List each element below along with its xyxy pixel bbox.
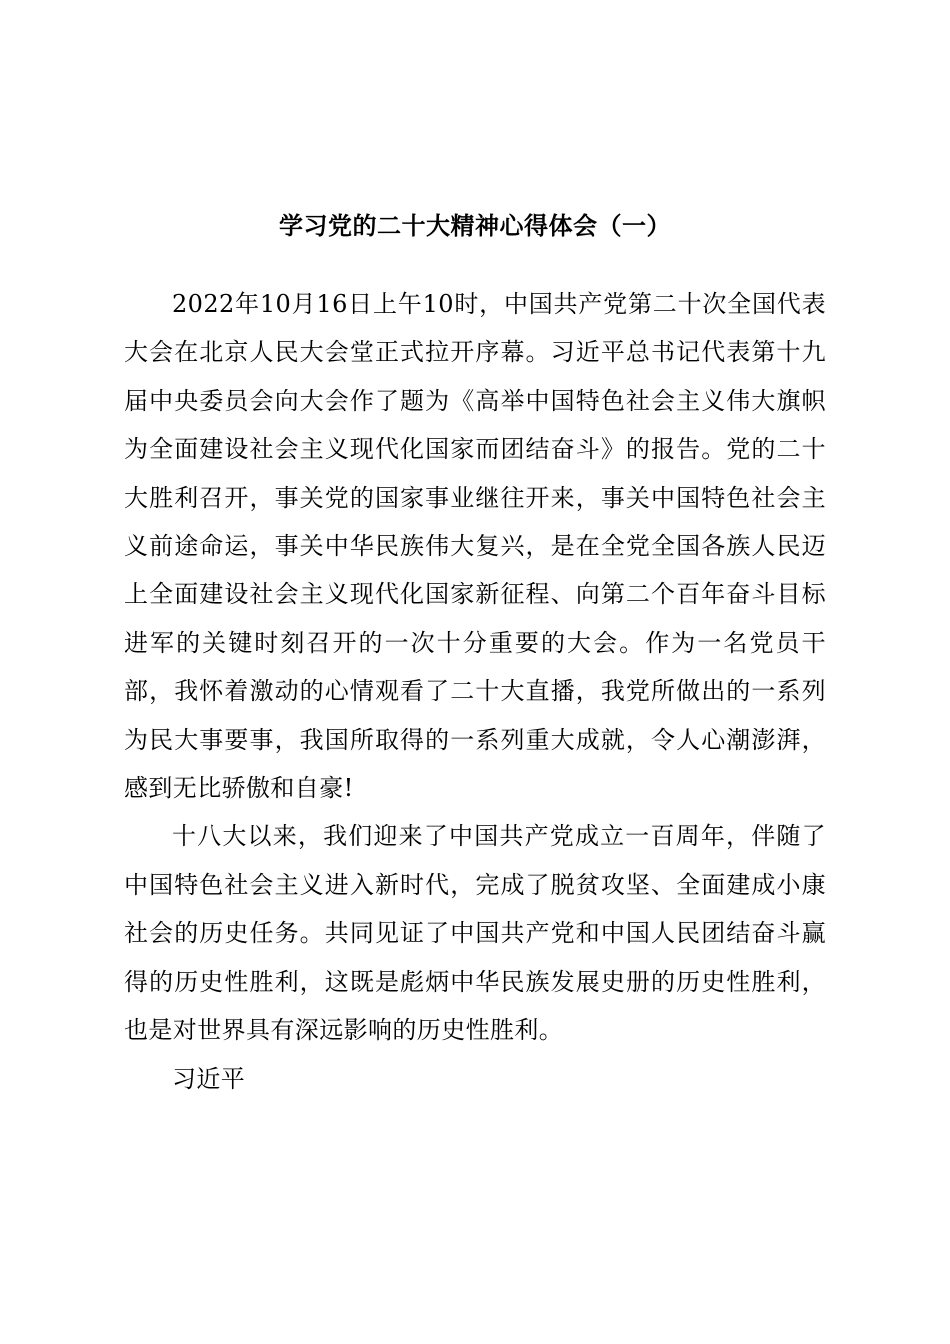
paragraph-signature: 习近平	[172, 1064, 246, 1093]
paragraph-opening: 2022年10月16日上午10时，中国共产党第二十次全国代表大会在北京人民大会堂正式拉开序幕。习近平总书记代表第十九届中央委员会向大会作了题为《高举中国特色社会主义伟大旗帜为全面建设社会主义现代化国家而团结奋斗》的报告。党的二十大胜利召开，事关党的国家事业继往开来，事关中国特色社会主义前途命运，事关中华民族伟大复兴，是在全党全国各族人民迈上全面建设社会主义现代化国家新征程、向第二个百年奋斗目标进军的关键时刻召开的一次十分重要的大会。作为一名党员干部，我怀着激动的心情观看了二十大直播，我党所做出的一系列为民大事要事，我国所取得的一系列重大成就，令人心潮澎湃，感到无比骄傲和自豪!	[124, 290, 826, 803]
paragraph-reflection: 十八大以来，我们迎来了中国共产党成立一百周年，伴随了中国特色社会主义进入新时代，完成了脱贫攻坚、全面建成小康社会的历史任务。共同见证了中国共产党和中国人民团结奋斗赢得的历史性胜利，这既是彪炳中华民族发展史册的历史性胜利，也是对世界具有深远影响的历史性胜利。	[124, 822, 826, 1045]
document-body	[124, 280, 826, 1103]
document-title: 学习党的二十大精神心得体会（一）	[279, 212, 671, 240]
